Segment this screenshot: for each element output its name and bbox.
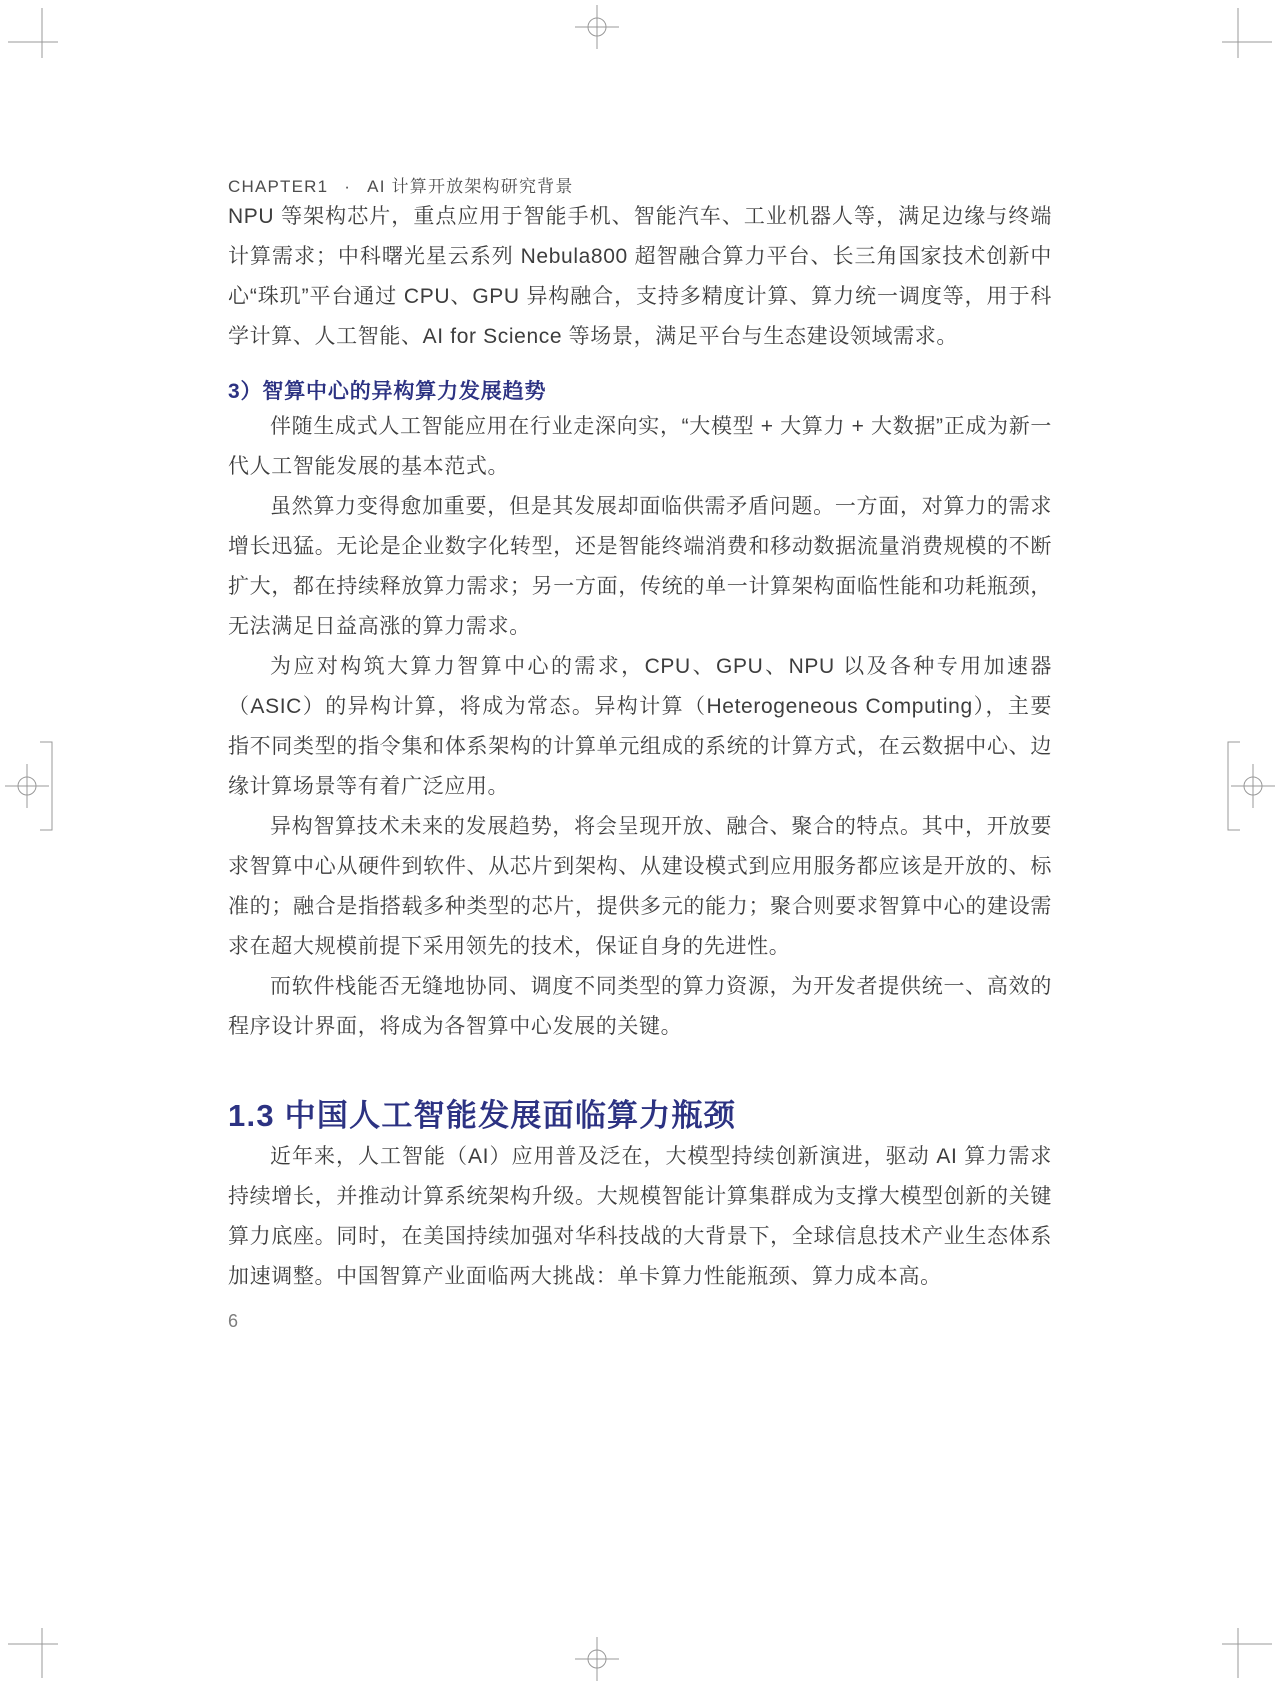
chapter-label: CHAPTER1: [228, 177, 329, 196]
chapter-header: [228, 0, 1052, 197]
crop-mark-bottom-right-icon: [1222, 1628, 1272, 1678]
crop-mark-bottom-left-icon: [8, 1628, 58, 1678]
section-heading-1-3: 1.3 中国人工智能发展面临算力瓶颈: [228, 1098, 737, 1133]
crop-mark-top-left-icon: [8, 8, 58, 58]
registration-mark-left-center-icon: [5, 742, 52, 830]
paragraph-software-stack: 而软件栈能否无缝地协同、调度不同类型的算力资源，为开发者提供统一、高效的程序设计界面，将成为各智算中心发展的关键。: [228, 975, 1052, 1038]
paragraph-heterogeneous-computing: 为应对构筑大算力智算中心的需求，CPU、GPU、NPU 以及各种专用加速器（ASIC）的异构计算，将成为常态。异构计算（Heterogeneous Computing），主要指不同类型的指令集和体系架构的计算单元组成的系统的计算方式，在云数据中心、边缘计算场景等有着广泛应用。: [228, 655, 1052, 798]
registration-mark-right-center-icon: [1228, 742, 1275, 830]
chapter-header-separator: ·: [344, 177, 352, 196]
paragraph-npu-chips: NPU 等架构芯片，重点应用于智能手机、智能汽车、工业机器人等，满足边缘与终端计算需求；中科曙光星云系列 Nebula800 超智融合算力平台、长三角国家技术创新中心“珠玑”平台通过 CPU、GPU 异构融合，支持多精度计算、算力统一调度等，用于科学计算、人工智能、AI for Science 等场景，满足平台与生态建设领域需求。: [228, 205, 1052, 348]
paragraph-genai-paradigm: 伴随生成式人工智能应用在行业走深向实，“大模型 + 大算力 + 大数据”正成为新一代人工智能发展的基本范式。: [228, 415, 1052, 478]
page-number: 6: [228, 1311, 239, 1331]
subsection-heading-heterogeneous-trend: 3）智算中心的异构算力发展趋势: [228, 380, 547, 403]
registration-mark-bottom-center-icon: [575, 1637, 619, 1681]
page-body: [228, 0, 1052, 1332]
paragraph-supply-demand: 虽然算力变得愈加重要，但是其发展却面临供需矛盾问题。一方面，对算力的需求增长迅猛。无论是企业数字化转型，还是智能终端消费和移动数据流量消费规模的不断扩大，都在持续释放算力需求；另一方面，传统的单一计算架构面临性能和功耗瓶颈，无法满足日益高涨的算力需求。: [228, 495, 1052, 638]
paragraph-china-ai-bottleneck: 近年来，人工智能（AI）应用普及泛在，大模型持续创新演进，驱动 AI 算力需求持续增长，并推动计算系统架构升级。大规模智能计算集群成为支撑大模型创新的关键算力底座。同时，在美国持续加强对华科技战的大背景下，全球信息技术产业生态体系加速调整。中国智算产业面临两大挑战：单卡算力性能瓶颈、算力成本高。: [228, 1145, 1052, 1288]
paragraph-open-fusion-aggregation: 异构智算技术未来的发展趋势，将会呈现开放、融合、聚合的特点。其中，开放要求智算中心从硬件到软件、从芯片到架构、从建设模式到应用服务都应该是开放的、标准的；融合是指搭载多种类型的芯片，提供多元的能力；聚合则要求智算中心的建设需求在超大规模前提下采用领先的技术，保证自身的先进性。: [228, 815, 1052, 958]
crop-mark-top-right-icon: [1222, 8, 1272, 58]
chapter-title: AI 计算开放架构研究背景: [367, 177, 574, 196]
